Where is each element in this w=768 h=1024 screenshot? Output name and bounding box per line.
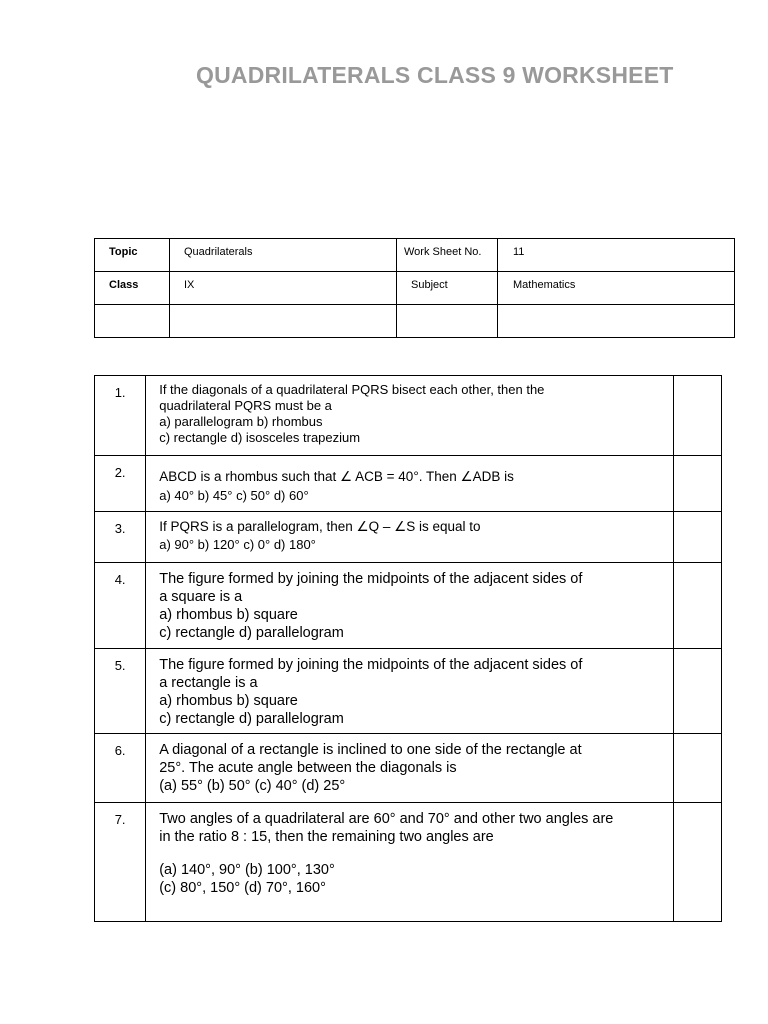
question-line: a) 40° b) 45° c) 50° d) 60° bbox=[159, 488, 309, 503]
class-value: IX bbox=[184, 279, 195, 291]
answer-cell bbox=[674, 456, 722, 512]
question-text bbox=[146, 456, 674, 512]
worksheet-no-value: 11 bbox=[513, 246, 525, 258]
question-text bbox=[146, 734, 674, 803]
question-line: a) rhombus b) square bbox=[159, 693, 298, 709]
question-row bbox=[95, 563, 722, 649]
question-text bbox=[146, 512, 674, 563]
class-label: Class bbox=[109, 279, 139, 291]
question-line: The figure formed by joining the midpoints of the adjacent sides of bbox=[159, 657, 583, 673]
question-line: (c) 80°, 150° (d) 70°, 160° bbox=[159, 880, 326, 896]
question-line: c) rectangle d) parallelogram bbox=[159, 711, 344, 727]
question-number: 1. bbox=[95, 376, 146, 456]
answer-cell bbox=[674, 649, 722, 734]
question-line: in the ratio 8 : 15, then the remaining two angles are bbox=[159, 829, 494, 845]
topic-value: Quadrilaterals bbox=[184, 246, 253, 258]
empty-cell bbox=[95, 305, 169, 312]
worksheet-title: QUADRILATERALS CLASS 9 WORKSHEET bbox=[196, 62, 674, 88]
question-row bbox=[95, 803, 722, 922]
subject-label: Subject bbox=[411, 279, 448, 291]
question-text bbox=[146, 376, 674, 456]
question-line: (a) 140°, 90° (b) 100°, 130° bbox=[159, 862, 335, 878]
question-line: The figure formed by joining the midpoints of the adjacent sides of bbox=[159, 571, 583, 587]
question-line: 25°. The acute angle between the diagonals is bbox=[159, 760, 457, 776]
question-line: ABCD is a rhombus such that ∠ ACB = 40°. Then ∠ADB is bbox=[159, 469, 514, 484]
question-line: a) parallelogram b) rhombus bbox=[159, 414, 323, 429]
answer-cell bbox=[674, 803, 722, 922]
question-line: c) rectangle d) parallelogram bbox=[159, 625, 344, 641]
topic-label: Topic bbox=[109, 246, 138, 258]
question-number: 5. bbox=[95, 649, 146, 734]
question-row bbox=[95, 512, 722, 563]
question-text bbox=[146, 649, 674, 734]
question-line: c) rectangle d) isosceles trapezium bbox=[159, 430, 361, 445]
subject-value: Mathematics bbox=[513, 279, 576, 291]
question-line: a square is a bbox=[159, 589, 243, 605]
question-line: quadrilateral PQRS must be a bbox=[159, 398, 332, 413]
question-line: Two angles of a quadrilateral are 60° and 70° and other two angles are bbox=[159, 811, 614, 827]
question-line: a) rhombus b) square bbox=[159, 607, 298, 623]
info-table bbox=[94, 238, 735, 338]
info-row-class bbox=[95, 272, 735, 305]
answer-cell bbox=[674, 376, 722, 456]
question-row bbox=[95, 456, 722, 512]
worksheet-no-label: Work Sheet No. bbox=[404, 246, 482, 258]
empty-cell bbox=[397, 305, 497, 312]
question-text bbox=[146, 803, 674, 922]
answer-cell bbox=[674, 734, 722, 803]
question-line: A diagonal of a rectangle is inclined to one side of the rectangle at bbox=[159, 742, 582, 758]
question-row bbox=[95, 649, 722, 734]
question-line: If PQRS is a parallelogram, then ∠Q – ∠S is equal to bbox=[159, 519, 481, 534]
question-line: a) 90° b) 120° c) 0° d) 180° bbox=[159, 537, 316, 552]
answer-cell bbox=[674, 512, 722, 563]
question-line: (a) 55° (b) 50° (c) 40° (d) 25° bbox=[159, 778, 346, 794]
question-number: 7. bbox=[95, 803, 146, 922]
empty-cell bbox=[170, 305, 396, 312]
questions-table bbox=[94, 375, 722, 922]
empty-cell bbox=[498, 305, 734, 312]
question-text bbox=[146, 563, 674, 649]
question-row bbox=[95, 734, 722, 803]
question-line: a rectangle is a bbox=[159, 675, 258, 691]
question-number: 2. bbox=[95, 456, 146, 512]
question-number: 6. bbox=[95, 734, 146, 803]
question-row bbox=[95, 376, 722, 456]
info-row-topic bbox=[95, 239, 735, 272]
info-row-empty bbox=[95, 305, 735, 338]
answer-cell bbox=[674, 563, 722, 649]
question-number: 4. bbox=[95, 563, 146, 649]
question-number: 3. bbox=[95, 512, 146, 563]
question-line: If the diagonals of a quadrilateral PQRS bisect each other, then the bbox=[159, 382, 545, 397]
